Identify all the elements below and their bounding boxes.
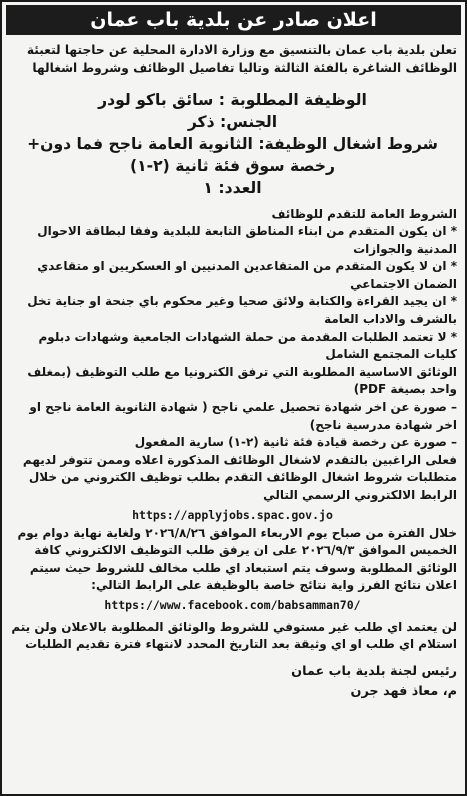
closing-notice: لن يعتمد اي طلب غير مستوفي للشروط والوثائق المطلوبة بالاعلان ولن يتم استلام اي طلب او اي وثيقة بعد التاريخ المحدد لانتهاء فترة تقديم الطلبات <box>11 619 457 652</box>
signature-name: م، معاذ فهد جرن <box>350 684 457 700</box>
document-item: – صورة عن رخصة قيادة فئة ثانية (٢-١) سارية المفعول <box>134 435 457 450</box>
gender-line: الجنس: ذكر <box>187 113 278 131</box>
document-item: – صورة عن اخر شهادة تحصيل علمي ناجح ( شهادة الثانوية العامة ناجح او اخر شهادة مدرسية ناجح) <box>29 399 457 432</box>
apply-link[interactable]: https://applyjobs.spac.gov.jo <box>132 507 333 522</box>
general-terms-heading: الشروط العامة للتقدم للوظائف <box>271 207 457 221</box>
documents-heading: الوثائق الاساسية المطلوبة التي ترفق الكترونيا مع طلب التوظيف (بمغلف واحد بصيغة PDF) <box>27 364 457 397</box>
facebook-link[interactable]: https://www.facebook.com/babsamman70/ <box>104 597 361 612</box>
occupancy-terms: شروط اشغال الوظيفة: الثانوية العامة ناجح فما دون+ رخصة سوق فئة ثانية (٢-١) <box>27 135 438 175</box>
signature-title: رئيس لجنة بلدية باب عمان <box>291 664 457 680</box>
announcement-title: اعلان صادر عن بلدية باب عمان <box>6 5 461 35</box>
apply-instructions: فعلى الراغبين بالتقدم لاشغال الوظائف المذكورة اعلاه وممن تتوفر لديهم متطلبات شروط اشغال الوظائف التقدم بطلب توظيف الكتروني من خلال الرابط الالكتروني الرسمي التالي <box>22 452 457 502</box>
job-count: العدد: ١ <box>203 179 262 197</box>
term-item: * ان لا يكون المتقدم من المتقاعدين المدنيين او العسكريين او متقاعدي الضمان الاجتماعي <box>37 259 457 291</box>
term-item: * لا تعتمد الطلبات المقدمة من حملة الشهادات الجامعية وشهادات دبلوم كليات المجتمع الشامل <box>38 329 457 362</box>
intro-paragraph: تعلن بلدية باب عمان بالتنسيق مع وزارة الادارة المحلية عن حاجتها لتعبئة الوظائف الشاغرة بالفئة الثالثة وتاليا تفاصيل الوظائف وشروط اشغالها <box>26 43 457 75</box>
term-item: * ان يكون المتقدم من ابناء المناطق التابعة للبلدية وفقا لبطاقة الاحوال المدنية والجوازات <box>37 224 457 256</box>
job-title: الوظيفة المطلوبة : سائق باكو لودر <box>98 91 367 109</box>
term-item: * ان يجيد القراءة والكتابة ولائق صحيا وغير محكوم باي جنحة او جناية تخل بالشرف والاداب العامة <box>27 294 457 326</box>
application-period: خلال الفترة من صباح يوم الاربعاء الموافق ٢٠٢٦/٨/٢٦ ولغاية نهاية دوام يوم الخميس الموافق ٢٠٢٦/٩/٣ على ان يرفق طلب التوظيف الالكتروني كافة الوثائق المطلوبة وسوف يتم استبعاد اي طلب مخالف للشروط حيث سيتم اعلان نتائج الفرز واية نتائج خاصة بالوظيفة على الرابط التالي: <box>17 525 457 593</box>
